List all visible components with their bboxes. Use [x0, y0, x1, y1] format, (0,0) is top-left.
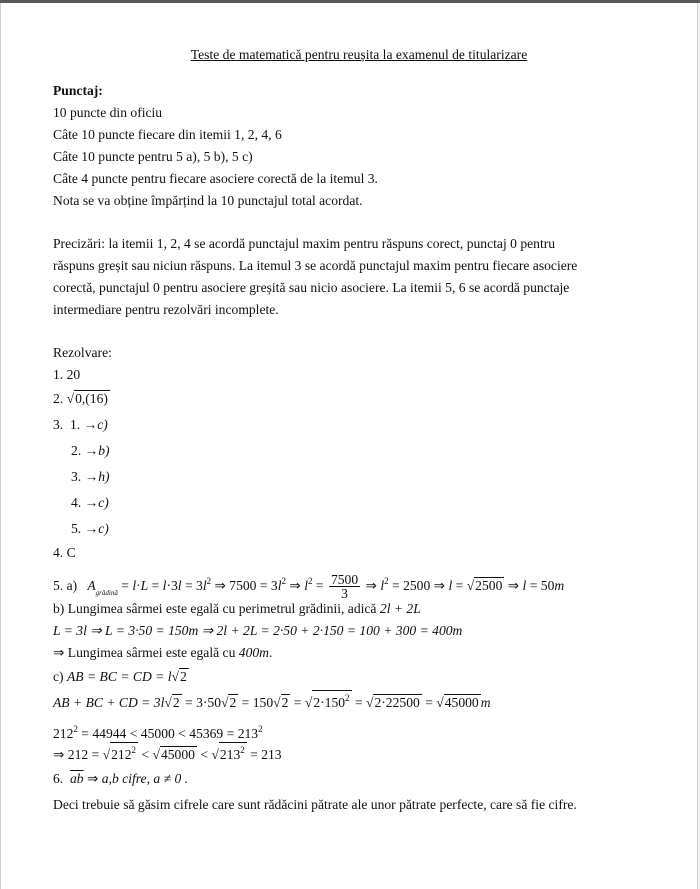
assoc-row	[53, 516, 653, 542]
answer-item-4: 4. C	[53, 545, 76, 560]
item-number: 5. a)	[53, 578, 78, 593]
assoc-value: c)	[98, 495, 109, 510]
assoc-number: 4.	[71, 495, 82, 510]
item-number: 2.	[53, 391, 64, 406]
assoc-value: c)	[97, 417, 108, 432]
answer-item-6: 6. $\overline{ab}$ ⇒ a,b cifre, a ≠ 0 .	[53, 771, 189, 786]
formula-5a: $A_{grădină} = l\cdot L = l\cdot 3l = 3l^2$ ⇒ $7500 = 3l^2$ ⇒ $l^2$ = $\frac{7500}{3}$ ⇒ $l^2 = 2500$ ⇒ l = √2500 ⇒ l = 50m	[87, 572, 565, 602]
assoc-arrow: →	[84, 443, 99, 458]
assoc-value: c)	[98, 521, 109, 536]
item-5b-conclusion: ⇒ Lungimea sârmei este egală cu 400m.	[53, 645, 273, 660]
conclusion-text: ⇒ Lungimea sârmei este egală cu	[53, 645, 236, 660]
assoc-row	[53, 438, 653, 464]
punctaj-line: Câte 10 puncte pentru 5 a), 5 b), 5 c)	[53, 149, 253, 164]
assoc-arrow: →	[83, 417, 98, 432]
punctaj-line: Câte 4 puncte pentru fiecare asociere corectă de la itemul 3.	[53, 171, 378, 186]
page-content	[53, 47, 653, 816]
precizari-line: corectă, punctajul 0 pentru asociere greșită sau nicio asociere. La itemii 5, 6 se acordă punctaje	[53, 280, 570, 295]
assoc-number: 5.	[71, 521, 82, 536]
answer-item-5b	[53, 598, 653, 620]
answer-item-2	[53, 386, 653, 412]
answer-item-1: 1. 20	[53, 367, 81, 382]
overline-ab: $\overline{ab}$	[70, 771, 84, 786]
precizari-line: Precizări: la itemii 1, 2, 4 se acordă punctajul maxim pentru răspuns corect, punctaj 0 pentru	[53, 236, 556, 251]
document-page	[0, 3, 698, 889]
precizari-line: intermediare pentru rezolvări incomplete.	[53, 302, 279, 317]
answer-item-3	[53, 412, 653, 438]
item-6-text: a,b cifre, a ≠ 0 .	[101, 771, 189, 786]
conclusion-value: 400m	[238, 645, 269, 660]
assoc-number: 3.	[71, 469, 82, 484]
assoc-number: 2.	[71, 443, 82, 458]
item-5c-equality: AB = BC = CD = l	[66, 669, 172, 684]
assoc-arrow: →	[84, 495, 99, 510]
item-5b-text: b) Lungimea sârmei este egală cu perimetrul grădinii, adică	[53, 601, 377, 616]
answer-item-5a	[53, 564, 653, 602]
assoc-number: 1.	[70, 417, 81, 432]
item-number: 3.	[53, 417, 64, 432]
assoc-arrow: →	[84, 469, 99, 484]
assoc-arrow: →	[84, 521, 99, 536]
item-number: 6.	[53, 771, 64, 786]
page-title: Teste de matematică pentru reușita la examenul de titularizare	[190, 47, 528, 62]
precizari-line: răspuns greșit sau niciun răspuns. La itemul 3 se acordă punctajul maxim pentru fiecare asociere	[53, 258, 578, 273]
assoc-row	[53, 464, 653, 490]
punctaj-heading: Punctaj:	[53, 83, 103, 98]
sqrt-symbol: √	[66, 391, 75, 406]
item-5b-expression: 2l + 2L	[379, 601, 421, 616]
rezolvare-heading: Rezolvare:	[53, 345, 112, 360]
assoc-value: b)	[98, 443, 110, 458]
formula-subscript: grădină	[95, 589, 118, 597]
item-5c-sum: AB + BC + CD = $3l√2 = 3\cdot 50√2 = 150√2 = √2\cdot 150^2 = √2\cdot 22500 = √45000$ m	[53, 690, 653, 716]
punctaj-line: 10 puncte din oficiu	[53, 105, 163, 120]
punctaj-line: Nota se va obține împărțind la 10 punctajul total acordat.	[53, 193, 363, 208]
punctaj-line: Câte 10 puncte fiecare din itemii 1, 2, 4, 6	[53, 127, 282, 142]
sqrt-value: 0,(16)	[75, 391, 108, 406]
item-5c-inequality: $212^2 = 44944 < 45000 < 45369 = 213^2$	[53, 724, 263, 741]
assoc-row	[53, 490, 653, 516]
assoc-value: h)	[98, 469, 110, 484]
item-5c-conclusion: ⇒ $212 = √212^2 < √45000 < √213^2 = 213$	[53, 742, 653, 768]
item-5b-calculation: L = 3l ⇒ L = 3·50 = 150m ⇒ 2l + 2L = 2·50 + 2·150 = 100 + 300 = 400m	[53, 623, 463, 638]
item-number: c)	[53, 669, 64, 684]
answer-item-5c: c) AB = BC = CD = l√2	[53, 669, 187, 684]
final-statement: Deci trebuie să găsim cifrele care sunt rădăcini pătrate ale unor pătrate perfecte, care să fie cifre.	[53, 797, 577, 812]
